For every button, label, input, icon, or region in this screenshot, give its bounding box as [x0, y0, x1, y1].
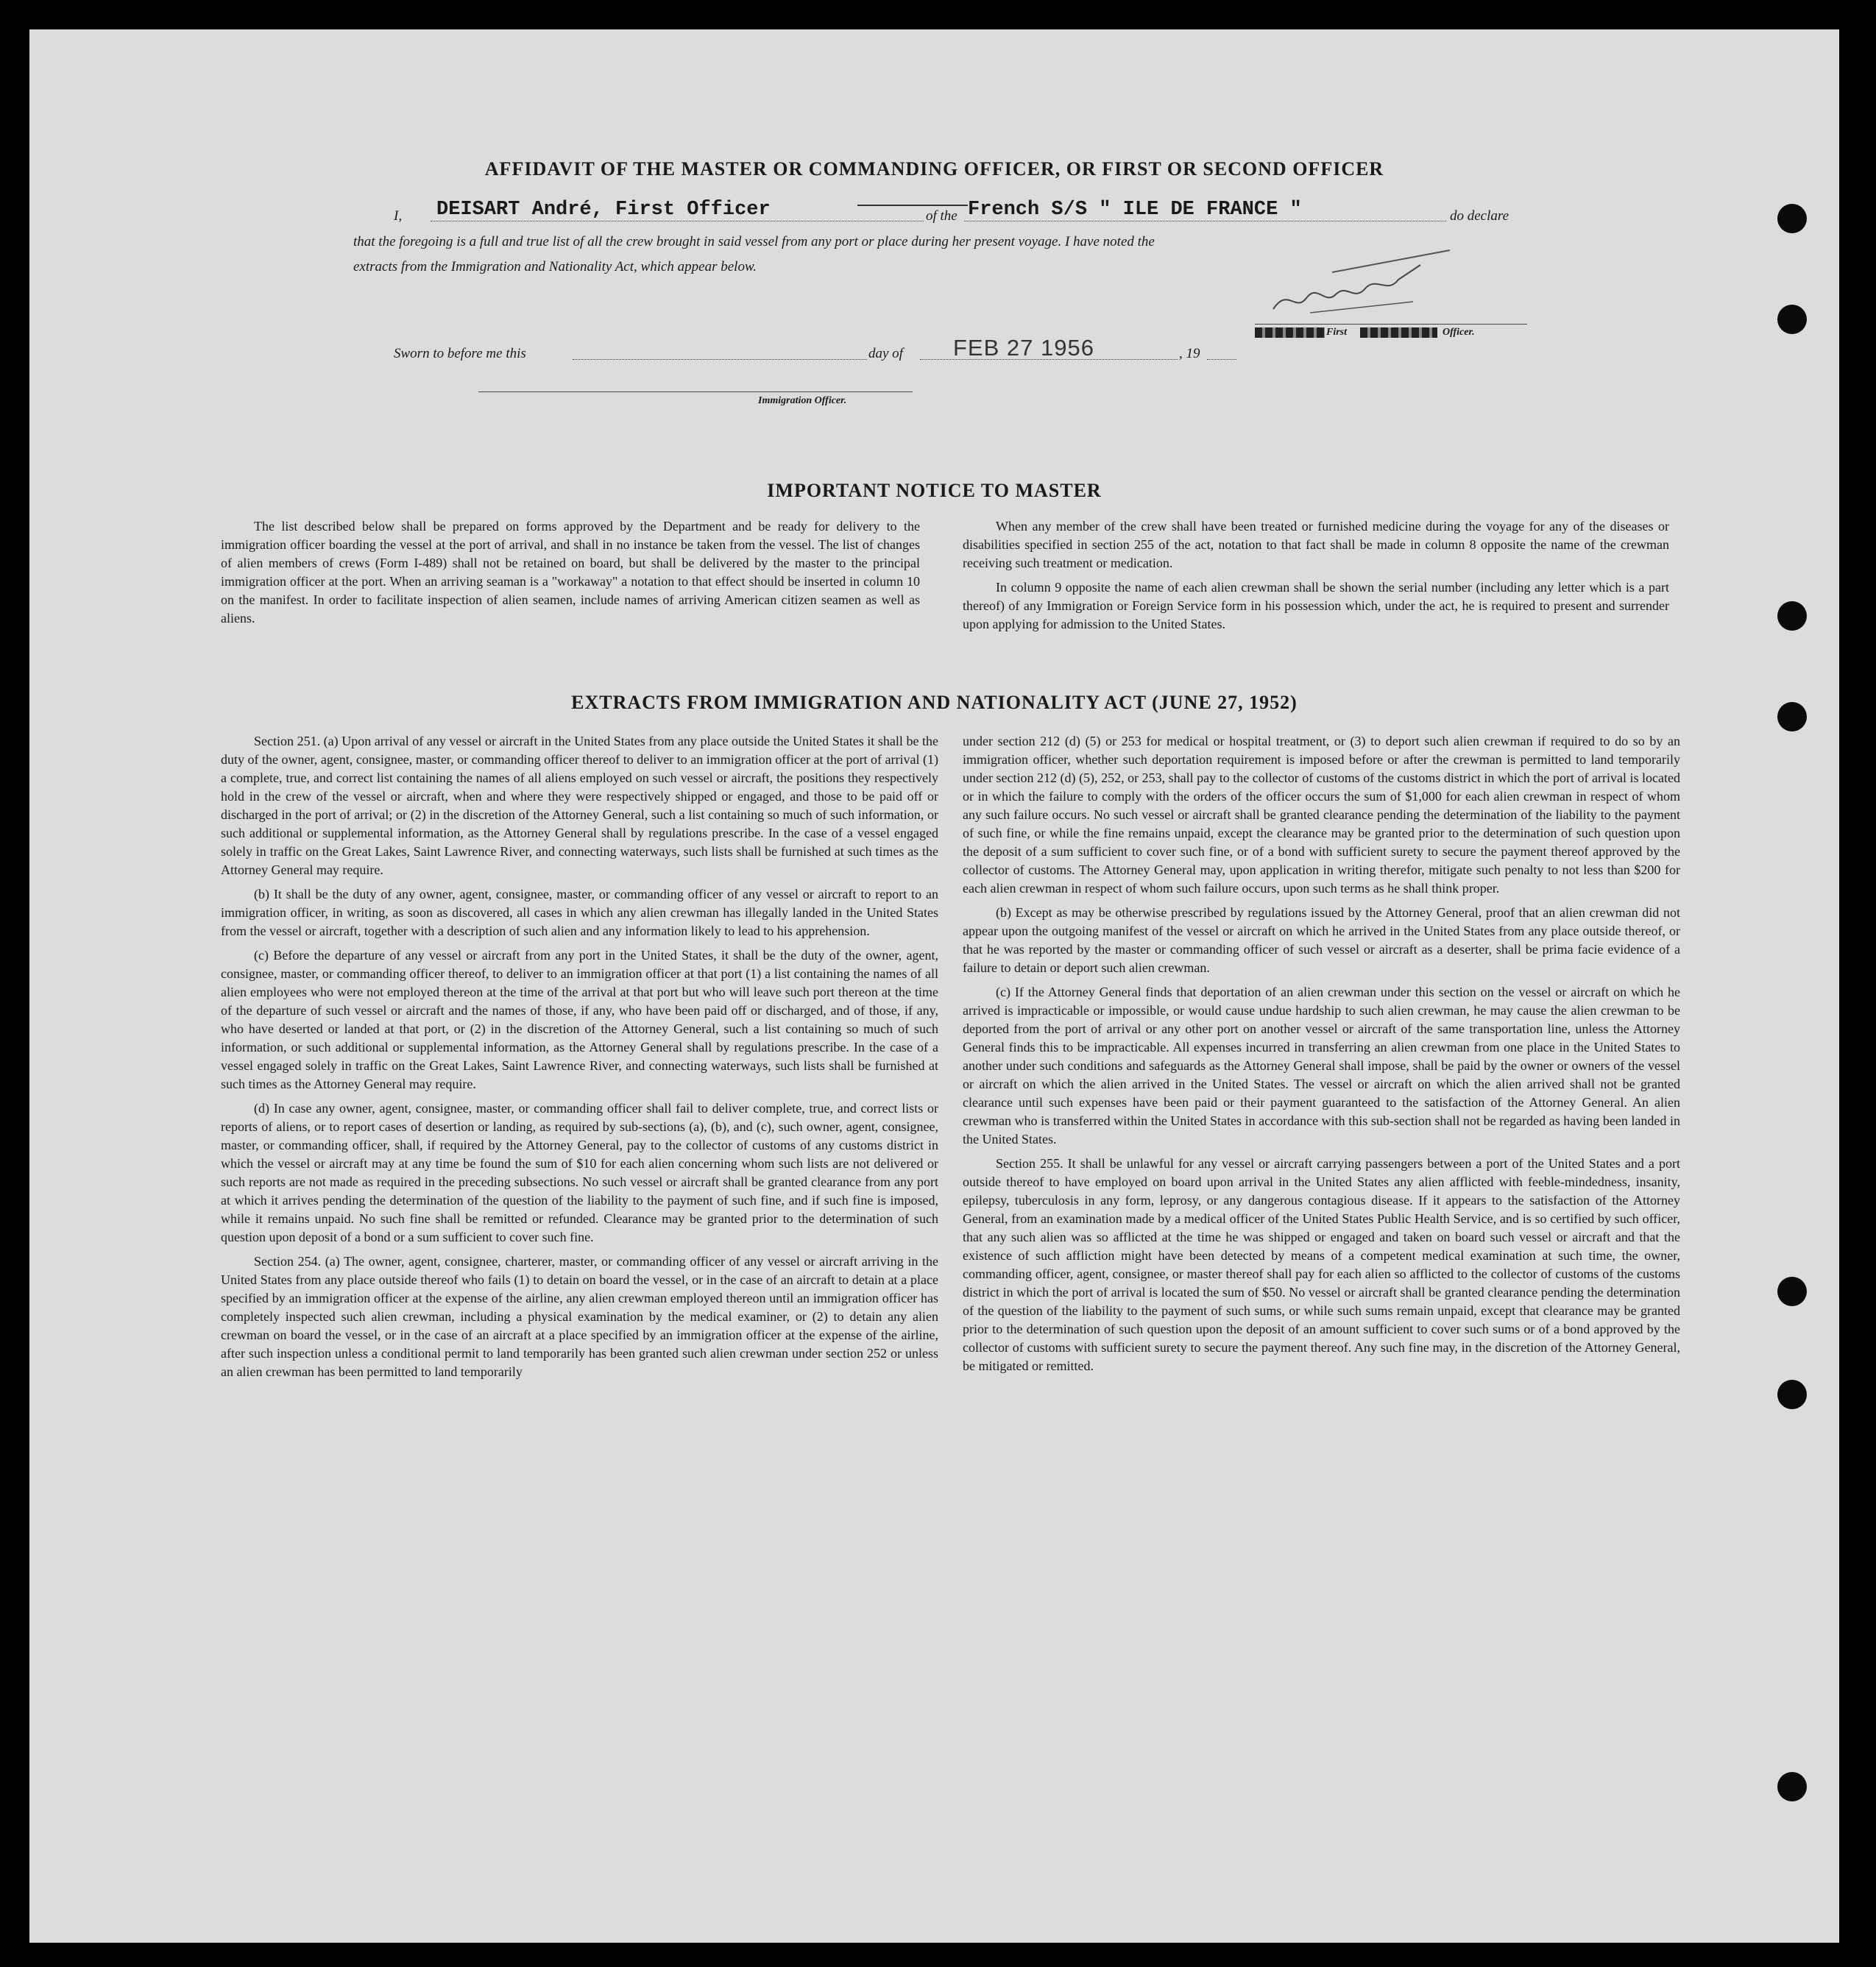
notice-left-column: [221, 517, 920, 634]
year-fill-line: [1207, 359, 1236, 360]
struck-title-2: [1360, 327, 1437, 338]
section-251a: Section 251. (a) Upon arrival of any vessel or aircraft in the United States from any place outside the United States it shall be the duty of the owner, agent, consignee, master, or commanding officer thereof to deliver to an immigration officer at the port of arrival (1) a complete, true, and correct list containing the names of all aliens employed on such vessel or aircraft, the positions they respectively hold in the crew of the vessel or aircraft, when and where they were respectively shipped or engaged, and those to be paid off or discharged in the port of arrival; or (2) in the discretion of the Attorney General, such a list containing so much of such information, or such additional or supplemental information, as the Attorney General shall by regulations prescribe. In the case of a vessel engaged solely in traffic on the Great Lakes, Saint Lawrence River, and connecting waterways, such lists shall be furnished at such times as the Attorney General may require.: [221, 734, 938, 877]
immigration-officer-label: Immigration Officer.: [758, 395, 847, 406]
section-254a-continued: under section 212 (d) (5) or 253 for medical or hospital treatment, or (3) to deport such alien crewman if required to do so by an immigration officer, whether such deportation requirement is imposed before or after the crewman is permitted to land temporarily under section 212 (d) (5), 252, or 253, shall pay to the collector of customs of the customs district in which the port of arrival is located or in which the failure to comply with the orders of the officer occurs the sum of $1,000 for each alien crewman in respect of whom any such failure occurs. No such vessel or aircraft shall be granted clearance pending the determination of the liability to the payment of such fine, or while the fine remains unpaid, except the clearance may be granted prior to the determination of such question upon the deposit of a sum sufficient to cover such fine, or of a bond with sufficient surety to secure the payment thereof approved by the collector of customs. The Attorney General may, upon application in writing therefor, mitigate such penalty to not less than $200 for each alien crewman in respect of whom such failure occurs, upon such terms as he shall think proper.: [963, 734, 1680, 896]
i-label: I,: [394, 208, 403, 224]
binder-hole: [1777, 1380, 1807, 1409]
extracts-heading: EXTRACTS FROM IMMIGRATION AND NATIONALITY ACT (JUNE 27, 1952): [571, 692, 1298, 713]
extracts-left-column: [221, 732, 938, 1387]
binder-hole: [1777, 1277, 1807, 1306]
officer-signature: [1266, 243, 1457, 324]
declaration-line-2: extracts from the Immigration and Nationality Act, which appear below.: [353, 259, 757, 274]
document-page: [29, 29, 1839, 1943]
section-254a: Section 254. (a) The owner, agent, consignee, charterer, master, or commanding officer of any vessel or aircraft arriving in the United States from any place outside thereof who fails (1) to detain on board the vessel, or in the case of an aircraft to detain at a place specified by an immigration officer at the expense of the airline, any alien crewman employed thereon until an immigration officer has completely inspected such alien crewman, including a physical examination by the medical examiner, or (2) to detain any alien crewman on board the vessel, or in the case of an aircraft at a place specified by an immigration officer at the expense of the airline, after such inspection unless a conditional permit to land temporarily has been granted such alien crewman under section 252 or unless an alien crewman has been permitted to land temporarily: [221, 1254, 938, 1379]
extracts-right-column: [963, 732, 1680, 1381]
binder-hole: [1777, 204, 1807, 233]
officer-name: DEISART André, First Officer: [436, 199, 771, 221]
signature-line: [1255, 324, 1527, 325]
declaration-line-1: that the foregoing is a full and true list of all the crew brought in said vessel from any port or place during her present voyage. I have noted the: [353, 234, 1155, 249]
first-label: First: [1326, 327, 1348, 338]
notice-right-paragraph-1: When any member of the crew shall have been treated or furnished medicine during the voyage for any of the diseases or disabilities specified in section 255 of the act, notation to that fact shall be made in column 8 opposite the name of the crewman receiving such treatment or medication.: [963, 519, 1669, 570]
section-251c: (c) Before the departure of any vessel or aircraft from any port in the United States, it shall be the duty of the owner, agent, consignee, master, or commanding officer thereof, to deliver to an immigration officer at that port (1) a list containing the names of all alien employees who were not employed thereon at the time of the arrival at that port but who will leave such port thereon at the time of the departure of such vessel or aircraft and the names of those, if any, who have been paid off or discharged, and of those, if any, who have deserted or landed at that port, or (2) in the discretion of the Attorney General, such a list containing so much of such information, or such additional or supplemental information, as the Attorney General shall by regulations prescribe. In the case of a vessel engaged solely in traffic on the Great Lakes, Saint Lawrence River, and connecting waterways, such lists shall be furnished at such times as the Attorney General may require.: [221, 948, 938, 1091]
notice-heading: IMPORTANT NOTICE TO MASTER: [767, 480, 1102, 501]
notice-right-column: [963, 517, 1669, 639]
notice-left-paragraph: The list described below shall be prepared on forms approved by the Department and be ready for delivery to the immigration officer boarding the vessel at the port of arrival, and shall in no instance be taken from the vessel. The list of changes of alien members of crews (Form I-489) shall not be retained on board, but shall be delivered by the master to the principal immigration officer at the port. When an arriving seaman is a "workaway" a notation to that effect should be inserted in column 10 on the manifest. In order to facilitate inspection of alien seamen, include names of arriving American citizen seamen as well as aliens.: [221, 519, 920, 625]
date-stamp: FEB 27 1956: [953, 335, 1094, 361]
section-255: Section 255. It shall be unlawful for any vessel or aircraft carrying passengers between a port of the United States and a port outside thereof to have employed on board upon arrival in the United States any alien afflicted with feeble-mindedness, insanity, epilepsy, tuberculosis in any form, leprosy, or any dangerous contagious disease. If it appears to the satisfaction of the Attorney General, from an examination made by a medical officer of the United States Public Health Service, and is so certified by such officer, that any such alien was so afflicted at the time he was shipped or engaged and taken on board such vessel or aircraft and that the existence of such affliction might have been detected by means of a competent medical examination at such time, the owner, commanding officer, agent, consignee, or master thereof shall pay for each alien so afflicted to the collector of customs of the customs district in which the port of arrival is located the sum of $50. No vessel or aircraft shall be granted clearance pending the determination of the question of the liability to the payment of such sums, or while such sums remain unpaid, except that clearance may be granted prior to the determination of such question upon the deposit of an amount sufficient to cover such sums or of a bond approved by the collector of customs with sufficient surety to secure the payment thereof. Any such fine may, in the discretion of the Attorney General, be mitigated or remitted.: [963, 1156, 1680, 1373]
vessel-name: French S/S " ILE DE FRANCE ": [968, 199, 1302, 221]
nineteen-label: , 19: [1179, 346, 1200, 361]
section-251d: (d) In case any owner, agent, consignee, master, or commanding officer shall fail to deliver complete, true, and correct lists or reports of aliens, or to report cases of desertion or landing, as required by sub-sections (a), (b), and (c), such owner, agent, consignee, master, or commanding officer, shall, if required by the Attorney General, pay to the collector of customs of any customs district in which the vessel or aircraft may at any time be found the sum of $10 for each alien concerning whom such lists are not delivered or such reports are not made as required in the preceding subsections. No such vessel or aircraft shall be granted clearance from any port at which it arrives pending the determination of the question of the liability to the payment of such fine, and if such fine is imposed, while it remains unpaid. No such fine shall be remitted or refunded. Clearance may be granted prior to the determination of such question upon deposit of a bond or a sum sufficient to cover such fine.: [221, 1101, 938, 1244]
day-of-label: day of: [868, 346, 903, 361]
affidavit-title: AFFIDAVIT OF THE MASTER OR COMMANDING OFFICER, OR FIRST OR SECOND OFFICER: [484, 158, 1384, 180]
officer-label: Officer.: [1443, 327, 1475, 338]
do-declare-label: do declare: [1450, 208, 1509, 224]
struck-title-1: [1255, 327, 1325, 338]
section-254c: (c) If the Attorney General finds that deportation of an alien crewman under this section on the vessel or aircraft on which he arrived is impracticable or impossible, or would cause undue hardship to such alien crewman, he may cause the alien crewman to be deported from the port of arrival or any other port on another vessel or aircraft of the same transportation line, unless the Attorney General finds this to be impracticable. All expenses incurred in transferring an alien crewman from one place in the United States to another under such conditions and safeguards as the Attorney General shall impose, shall be paid by the owner or owners of the vessel or aircraft on which the alien arrived in the United States. The vessel or aircraft on which the alien arrived shall not be granted clearance until such expenses have been paid or their payment guaranteed to the satisfaction of the Attorney General. An alien crewman who is transferred within the United States in accordance with this sub-section shall not be regarded as having been landed in the United States.: [963, 985, 1680, 1146]
section-251b: (b) It shall be the duty of any owner, agent, consignee, master, or commanding officer of any vessel or aircraft to report to an immigration officer, in writing, as soon as discovered, all cases in which any alien crewman has illegally landed in the United States from the vessel or aircraft, together with a description of such alien and any information likely to lead to his apprehension.: [221, 887, 938, 938]
of-the-label: of the: [926, 208, 958, 224]
sworn-fill-line: [573, 359, 867, 360]
title-rule: [857, 205, 968, 206]
binder-hole: [1777, 1772, 1807, 1801]
section-254b: (b) Except as may be otherwise prescribed by regulations issued by the Attorney General, proof that an alien crewman did not appear upon the outgoing manifest of the vessel or aircraft on which he arrived in the United States from any place outside thereof, or that he was reported by the master or commanding officer of such vessel or aircraft as a deserter, shall be prima facie evidence of a failure to detain or deport such alien crewman.: [963, 905, 1680, 975]
sworn-label: Sworn to before me this: [394, 346, 526, 361]
immigration-officer-line: [478, 391, 913, 392]
binder-hole: [1777, 305, 1807, 334]
notice-right-paragraph-2: In column 9 opposite the name of each alien crewman shall be shown the serial number (including any letter which is a part thereof) of any Immigration or Foreign Service form in his possession which, under the act, he is required to present and surrender upon applying for admission to the United States.: [963, 580, 1669, 631]
date-fill-line: [920, 359, 1178, 360]
binder-hole: [1777, 601, 1807, 631]
